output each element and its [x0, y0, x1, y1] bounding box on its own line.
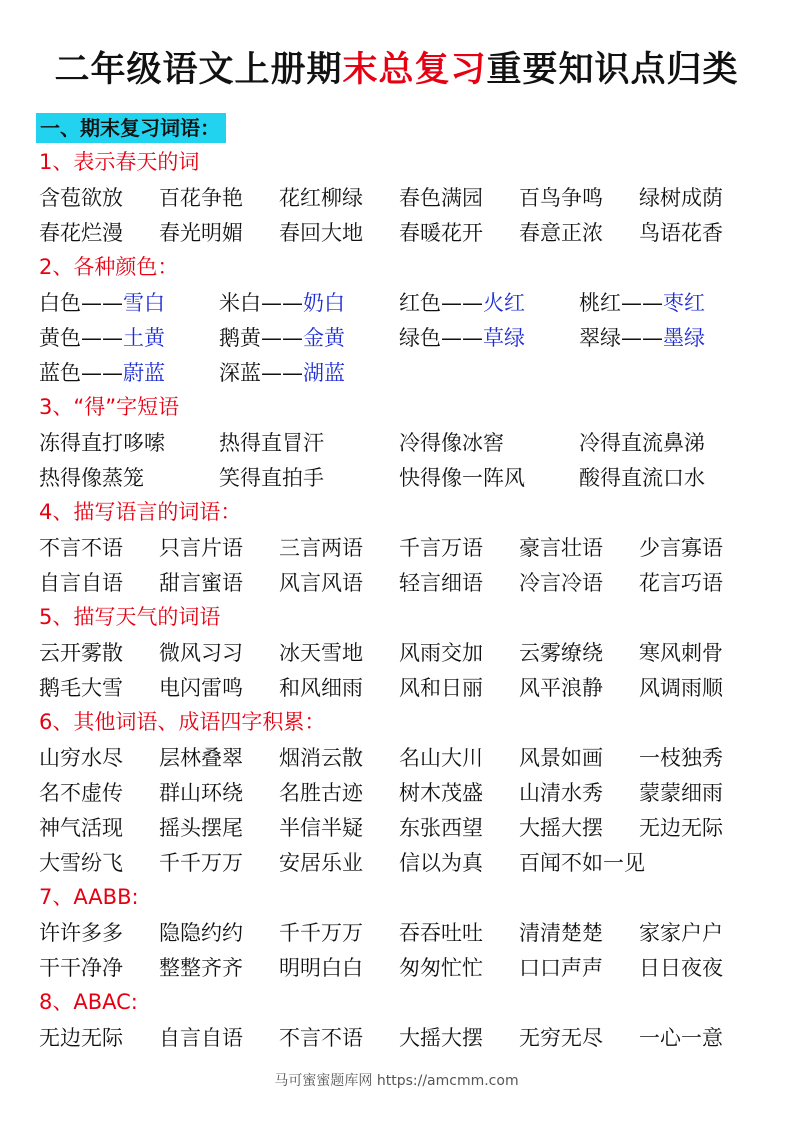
word-row [39, 181, 759, 216]
vocab-word: 花言巧语 [639, 571, 723, 595]
vocab-word: 甜言蜜语 [159, 571, 243, 595]
word-row [39, 636, 759, 671]
vocab-word: 名不虚传 [39, 781, 123, 805]
vocab-word: 花红柳绿 [279, 186, 363, 210]
vocab-word: 轻言细语 [399, 571, 483, 595]
word-row [39, 426, 759, 461]
title-highlight: 末总复习 [342, 50, 487, 90]
category-heading: 2、各种颜色： [39, 255, 179, 279]
vocab-word: 只言片语 [159, 536, 243, 560]
vocab-word: 无穷无尽 [519, 1026, 603, 1050]
vocab-word: 百鸟争鸣 [519, 186, 603, 210]
category-heading: 1、表示春天的词 [39, 150, 200, 174]
color-variant-word: 奶白 [303, 291, 345, 315]
vocab-word: 无边无际 [639, 816, 723, 840]
vocab-word: 树木茂盛 [399, 781, 483, 805]
vocab-word: 山穷水尽 [39, 746, 123, 770]
vocab-word: 半信半疑 [279, 816, 363, 840]
vocab-word: 春意正浓 [519, 221, 603, 245]
vocab-word: 绿树成荫 [639, 186, 723, 210]
vocab-word: 自言自语 [39, 571, 123, 595]
word-row [39, 671, 759, 706]
vocab-word: 风雨交加 [399, 641, 483, 665]
color-pair [39, 356, 165, 391]
vocab-word: 整整齐齐 [159, 956, 243, 980]
color-base-word: 米白—— [219, 291, 303, 315]
color-variant-word: 金黄 [303, 326, 345, 350]
vocab-word: 云开雾散 [39, 641, 123, 665]
vocab-word: 东张西望 [399, 816, 483, 840]
vocab-word: 清清楚楚 [519, 921, 603, 945]
vocab-word: 笑得直拍手 [219, 466, 324, 490]
word-row [39, 321, 759, 356]
vocab-word: 微风习习 [159, 641, 243, 665]
word-row [39, 531, 759, 566]
color-base-word: 红色—— [399, 291, 483, 315]
color-base-word: 桃红—— [579, 291, 663, 315]
vocab-word: 百花争艳 [159, 186, 243, 210]
word-row [39, 811, 759, 846]
word-row [39, 951, 759, 986]
vocab-word: 隐隐约约 [159, 921, 243, 945]
vocab-word: 含苞欲放 [39, 186, 123, 210]
vocab-word: 鸟语花香 [639, 221, 723, 245]
color-base-word: 绿色—— [399, 326, 483, 350]
footer-watermark: 马可蜜蜜题库网 https://amcmm.com [274, 1073, 519, 1089]
color-variant-word: 蔚蓝 [123, 361, 165, 385]
vocab-word: 一枝独秀 [639, 746, 723, 770]
vocab-word: 少言寡语 [639, 536, 723, 560]
color-variant-word: 雪白 [123, 291, 165, 315]
vocab-word: 信以为真 [399, 851, 483, 875]
vocab-word: 春光明媚 [159, 221, 243, 245]
vocab-word: 匆匆忙忙 [399, 956, 483, 980]
color-pair [39, 286, 165, 321]
vocab-word: 吞吞吐吐 [399, 921, 483, 945]
color-pair [579, 286, 705, 321]
vocab-word: 千千万万 [159, 851, 243, 875]
vocab-word: 不言不语 [39, 536, 123, 560]
vocab-word: 冻得直打哆嗦 [39, 431, 165, 455]
color-pair [399, 286, 525, 321]
color-variant-word: 火红 [483, 291, 525, 315]
category-heading: 8、ABAC: [39, 990, 138, 1014]
vocab-word: 鹅毛大雪 [39, 676, 123, 700]
vocab-word: 风和日丽 [399, 676, 483, 700]
word-row [39, 461, 759, 496]
vocab-word: 不言不语 [279, 1026, 363, 1050]
word-row [39, 1021, 759, 1056]
vocab-word: 口口声声 [519, 956, 603, 980]
vocab-word: 层林叠翠 [159, 746, 243, 770]
title-part2: 重要知识点归类 [486, 50, 739, 90]
vocab-word: 风平浪静 [519, 676, 603, 700]
vocab-word: 名山大川 [399, 746, 483, 770]
vocab-word: 酸得直流口水 [579, 466, 705, 490]
color-pair [219, 356, 345, 391]
vocab-word: 名胜古迹 [279, 781, 363, 805]
vocab-word: 热得直冒汗 [219, 431, 324, 455]
category-heading: 6、其他词语、成语四字积累： [39, 710, 326, 734]
category-heading: 5、描写天气的词语 [39, 605, 221, 629]
vocab-word: 蒙蒙细雨 [639, 781, 723, 805]
vocab-word: 神气活现 [39, 816, 123, 840]
color-base-word: 蓝色—— [39, 361, 123, 385]
category-heading: 3、“得”字短语 [39, 395, 180, 419]
color-variant-word: 草绿 [483, 326, 525, 350]
vocab-word: 自言自语 [159, 1026, 243, 1050]
vocab-word: 烟消云散 [279, 746, 363, 770]
color-base-word: 黄色—— [39, 326, 123, 350]
vocab-word: 云雾缭绕 [519, 641, 603, 665]
vocab-word: 家家户户 [639, 921, 723, 945]
word-row [39, 216, 759, 251]
page-title [0, 46, 793, 94]
word-row [39, 846, 759, 881]
title-part1: 二年级语文上册期 [54, 50, 343, 90]
color-variant-word: 枣红 [663, 291, 705, 315]
color-pair [39, 321, 165, 356]
color-variant-word: 湖蓝 [303, 361, 345, 385]
word-row [39, 916, 759, 951]
vocab-word: 风言风语 [279, 571, 363, 595]
vocab-word: 冷得像冰窖 [399, 431, 504, 455]
category-heading: 4、描写语言的词语： [39, 500, 242, 524]
vocab-word: 和风细雨 [279, 676, 363, 700]
color-base-word: 鹅黄—— [219, 326, 303, 350]
color-pair [219, 321, 345, 356]
vocab-word: 明明白白 [279, 956, 363, 980]
vocabulary-content [39, 146, 759, 1056]
vocab-word: 春花烂漫 [39, 221, 123, 245]
vocab-word: 许许多多 [39, 921, 123, 945]
color-variant-word: 墨绿 [663, 326, 705, 350]
word-row [39, 286, 759, 321]
vocab-word: 大摇大摆 [399, 1026, 483, 1050]
color-pair [219, 286, 345, 321]
vocab-word: 冷言冷语 [519, 571, 603, 595]
vocab-word: 三言两语 [279, 536, 363, 560]
category-heading: 7、AABB: [39, 885, 139, 909]
vocab-word: 日日夜夜 [639, 956, 723, 980]
vocab-word: 干干净净 [39, 956, 123, 980]
vocab-word: 春回大地 [279, 221, 363, 245]
vocab-word: 冷得直流鼻涕 [579, 431, 705, 455]
word-row [39, 356, 759, 391]
color-base-word: 深蓝—— [219, 361, 303, 385]
vocab-word: 风调雨顺 [639, 676, 723, 700]
vocab-word: 春色满园 [399, 186, 483, 210]
word-row [39, 776, 759, 811]
vocab-word: 春暖花开 [399, 221, 483, 245]
vocab-word: 一心一意 [639, 1026, 723, 1050]
word-row [39, 741, 759, 776]
vocab-word: 热得像蒸笼 [39, 466, 144, 490]
vocab-word: 大摇大摆 [519, 816, 603, 840]
vocab-word: 群山环绕 [159, 781, 243, 805]
vocab-word: 寒风刺骨 [639, 641, 723, 665]
vocab-word: 无边无际 [39, 1026, 123, 1050]
color-pair [579, 321, 705, 356]
vocab-word: 摇头摆尾 [159, 816, 243, 840]
vocab-word: 冰天雪地 [279, 641, 363, 665]
vocab-word: 电闪雷鸣 [159, 676, 243, 700]
vocab-word: 安居乐业 [279, 851, 363, 875]
color-pair [399, 321, 525, 356]
vocab-word: 千言万语 [399, 536, 483, 560]
vocab-word: 千千万万 [279, 921, 363, 945]
word-row [39, 566, 759, 601]
vocab-word: 百闻不如一见 [519, 851, 645, 875]
vocab-word: 大雪纷飞 [39, 851, 123, 875]
color-base-word: 白色—— [39, 291, 123, 315]
color-variant-word: 土黄 [123, 326, 165, 350]
color-base-word: 翠绿—— [579, 326, 663, 350]
vocab-word: 风景如画 [519, 746, 603, 770]
section-heading: 一、期末复习词语： [36, 113, 226, 143]
vocab-word: 豪言壮语 [519, 536, 603, 560]
vocab-word: 快得像一阵风 [399, 466, 525, 490]
vocab-word: 山清水秀 [519, 781, 603, 805]
